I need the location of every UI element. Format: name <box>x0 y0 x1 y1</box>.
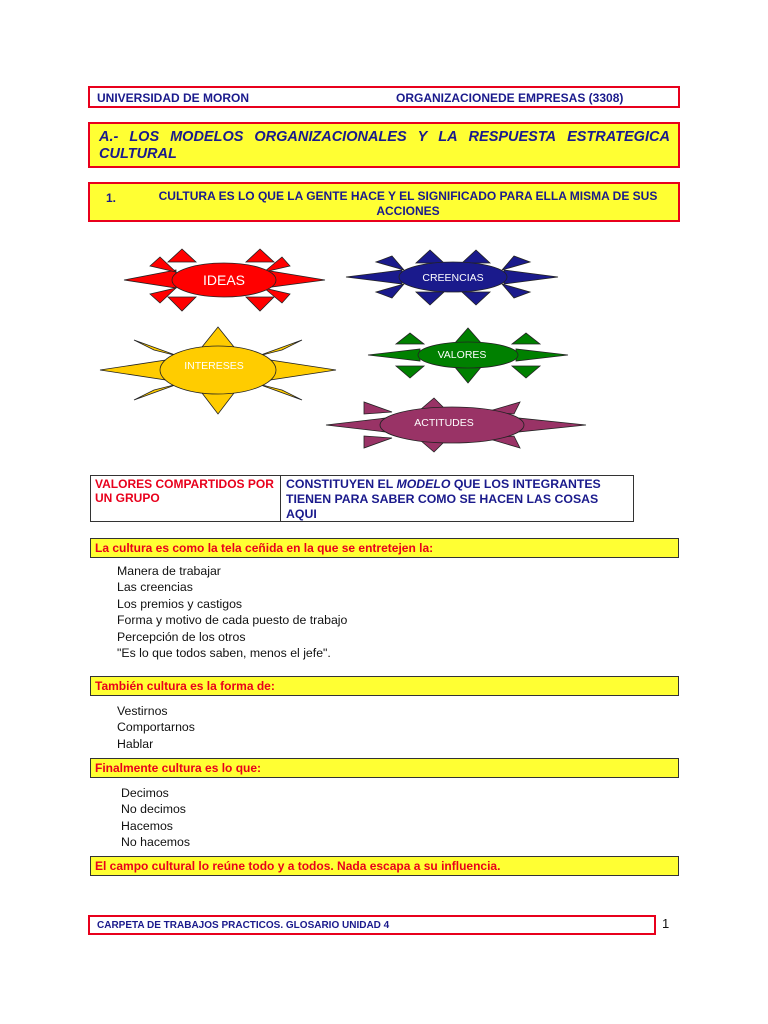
page-footer: CARPETA DE TRABAJOS PRACTICOS. GLOSARIO UNIDAD 4 <box>88 915 656 935</box>
header-university: UNIVERSIDAD DE MORON <box>97 91 250 105</box>
section-a-line2: CULTURAL <box>99 146 177 162</box>
ideas-burst <box>124 249 325 311</box>
culture-fabric-heading: La cultura es como la tela ceñida en la que se entretejen la: <box>90 538 679 558</box>
list-item: Hablar <box>117 736 154 751</box>
list-item: "Es lo que todos saben, menos el jefe". <box>117 646 331 661</box>
section-a-word: Y <box>417 129 428 145</box>
item-1-heading <box>88 182 680 222</box>
shared-values-term: VALORES COMPARTIDOS POR UN GRUPO <box>91 476 281 521</box>
section-a-word: LOS <box>129 129 160 145</box>
intereses-label: INTERESES <box>184 360 244 372</box>
item-text: CULTURA ES LO QUE LA GENTE HACE Y EL SIGNIFICADO PARA ELLA MISMA DE SUS ACCIONES <box>158 189 658 218</box>
cultural-field-statement: El campo cultural lo reúne todo y a todos. Nada escapa a su influencia. <box>90 856 679 876</box>
list-item: Vestirnos <box>117 704 168 718</box>
section-a-line1 <box>99 129 670 146</box>
culture-fabric-list <box>117 563 347 661</box>
list-item: Forma y motivo de cada puesto de trabajo <box>117 613 348 628</box>
list-item: Percepción de los otros <box>117 629 246 644</box>
shared-values-table <box>90 475 634 522</box>
list-item: Los premios y castigos <box>117 596 243 611</box>
page-number: 1 <box>662 916 670 931</box>
culture-form-heading: También cultura es la forma de: <box>90 676 679 696</box>
item-number: 1. <box>106 191 117 205</box>
creencias-burst <box>346 250 558 305</box>
shared-values-definition <box>281 476 633 521</box>
section-a-word: MODELOS <box>170 129 244 145</box>
definition-text-end: QUE LOS INTEGRANTES TIENEN PARA SABER COMO SE HACEN LAS COSAS AQUI <box>286 477 601 521</box>
document-header <box>88 86 680 108</box>
actitudes-label: ACTITUDES <box>414 417 474 429</box>
list-item: Hacemos <box>121 818 173 833</box>
section-a-word: ESTRATEGICA <box>567 129 670 145</box>
list-item: Comportarnos <box>117 720 195 735</box>
list-item: No decimos <box>121 802 186 817</box>
list-item: Manera de trabajar <box>117 564 221 578</box>
valores-label: VALORES <box>437 349 487 361</box>
section-a-word: LA <box>438 129 458 145</box>
list-item: Decimos <box>121 786 169 800</box>
section-a-word: ORGANIZACIONALES <box>254 129 407 145</box>
culture-finally-list <box>121 785 190 851</box>
section-a-title <box>88 122 680 168</box>
valores-burst <box>368 328 568 383</box>
list-item: No hacemos <box>121 835 191 850</box>
actitudes-burst <box>326 398 586 452</box>
definition-text-start: CONSTITUYEN EL <box>286 477 397 491</box>
definition-emphasis: MODELO <box>396 477 451 491</box>
culture-form-list <box>117 703 195 752</box>
culture-finally-heading: Finalmente cultura es lo que: <box>90 758 679 778</box>
list-item: Las creencias <box>117 580 193 595</box>
culture-elements-diagram <box>0 240 768 470</box>
creencias-label: CREENCIAS <box>422 272 484 284</box>
ideas-label: IDEAS <box>202 272 246 288</box>
header-course: ORGANIZACIONEDE EMPRESAS (3308) <box>396 91 624 105</box>
intereses-burst <box>100 327 336 414</box>
section-a-word: RESPUESTA <box>468 129 557 145</box>
section-a-word: A.- <box>99 129 119 145</box>
